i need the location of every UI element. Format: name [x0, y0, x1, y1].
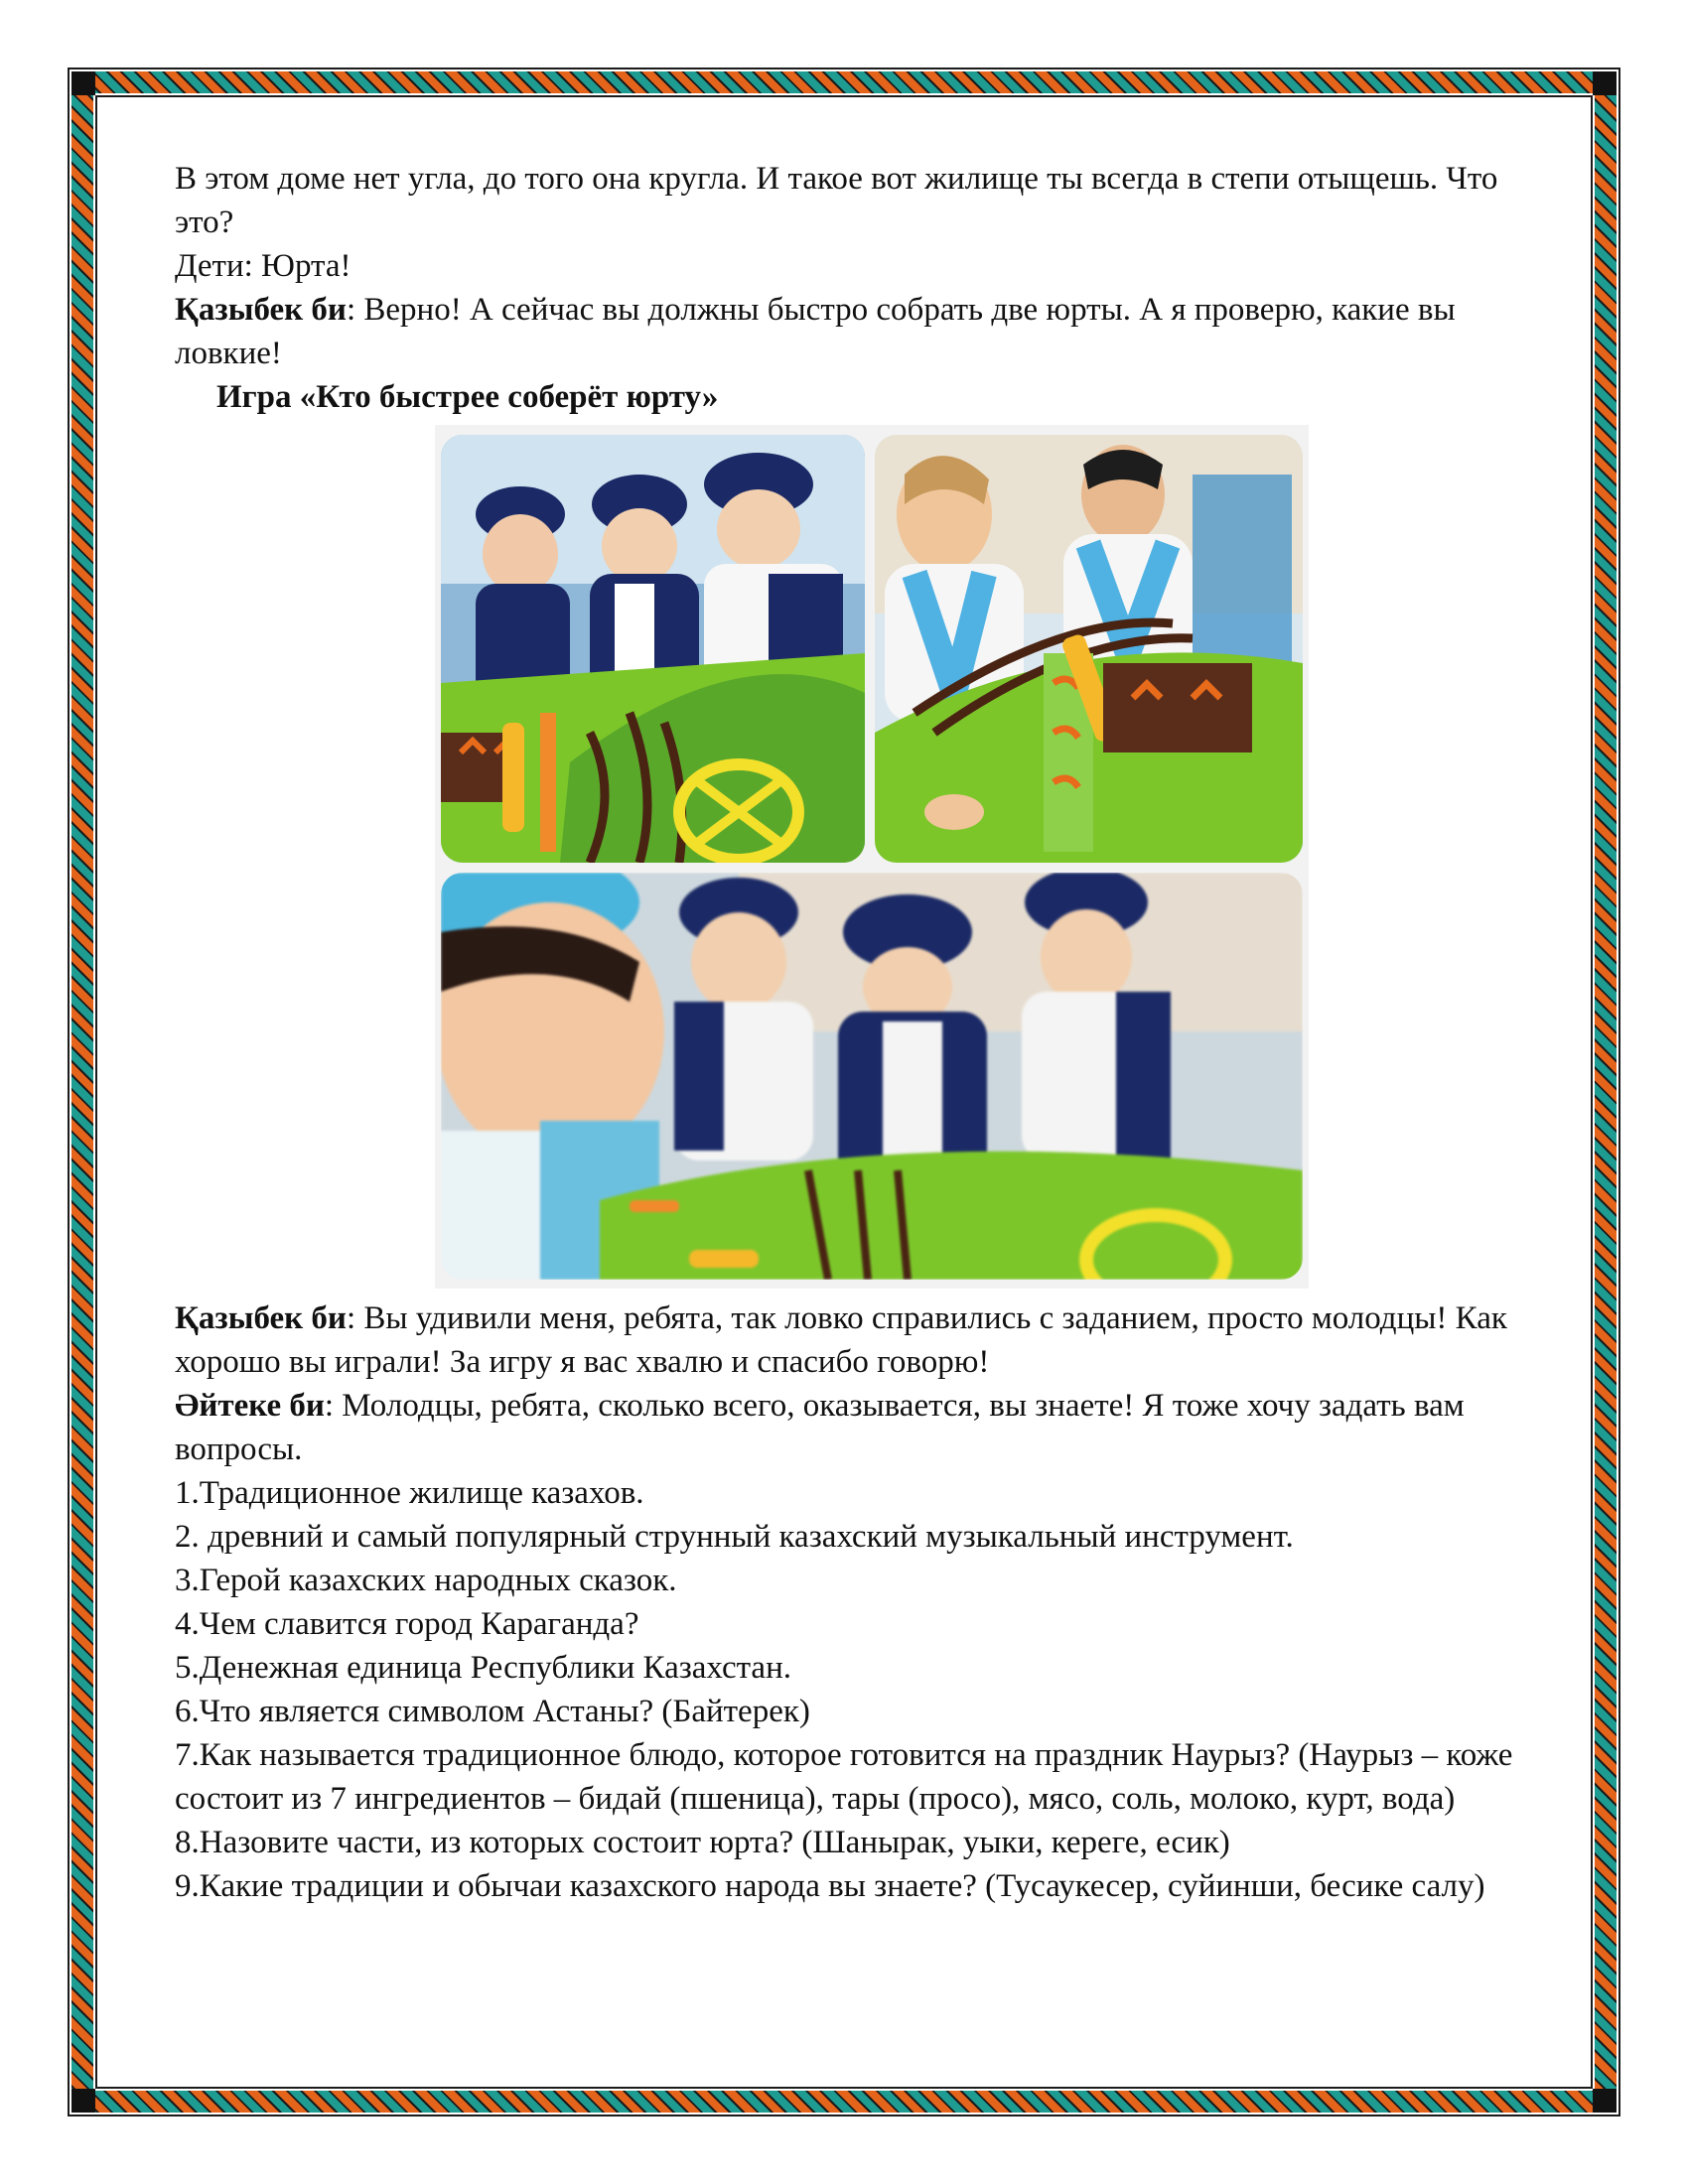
question-item: 7.Как называется традиционное блюдо, которое готовится на праздник Наурыз? (Наурыз – коже состоит из 7 ингредиентов – бидай (пшеница), тары (просо), мясо, соль, молоко, курт, вода) — [175, 1737, 1513, 1817]
dialogue-line — [175, 288, 1525, 375]
photo-collage — [435, 425, 1309, 1289]
speaker-name: Қазыбек би — [175, 1300, 347, 1336]
photo-children-building-yurt-2 — [875, 435, 1303, 863]
question-item: 8.Назовите части, из которых состоит юрта? (Шанырак, уыки, кереге, есик) — [175, 1825, 1230, 1860]
photo-children-building-yurt-3 — [441, 873, 1303, 1280]
question-item: 2. древний и самый популярный струнный казахский музыкальный инструмент. — [175, 1519, 1294, 1555]
frame-corner — [71, 71, 95, 95]
question-item: 6.Что является символом Астаны? (Байтерек) — [175, 1694, 810, 1729]
frame-corner — [1593, 2089, 1617, 2113]
document-body — [175, 157, 1525, 1908]
dialogue-line — [175, 1297, 1525, 1384]
game-title: Игра «Кто быстрее соберёт юрту» — [216, 379, 719, 415]
question-item: 3.Герой казахских народных сказок. — [175, 1563, 677, 1598]
frame-corner — [71, 2089, 95, 2113]
question-item: 1.Традиционное жилище казахов. — [175, 1475, 644, 1511]
speaker-line: : Вы удивили меня, ребята, так ловко справились с заданием, просто молодцы! Как хорошо вы играли! За игру я вас хвалю и спасибо говорю! — [175, 1300, 1507, 1380]
speaker-line: : Молодцы, ребята, сколько всего, оказывается, вы знаете! Я тоже хочу задать вам вопросы. — [175, 1388, 1465, 1467]
photo-children-building-yurt-1 — [441, 435, 865, 863]
question-item: 5.Денежная единица Республики Казахстан. — [175, 1650, 791, 1686]
speaker-line: : Верно! А сейчас вы должны быстро собрать две юрты. А я проверю, какие вы ловкие! — [175, 292, 1456, 371]
question-item: 4.Чем славится город Караганда? — [175, 1606, 639, 1642]
question-list — [175, 1471, 1525, 1908]
speaker-name: Қазыбек би — [175, 292, 347, 328]
children-answer: Дети: Юрта! — [175, 248, 352, 284]
dialogue-line — [175, 1384, 1525, 1471]
question-item: 9.Какие традиции и обычаи казахского народа вы знаете? (Тусаукесер, суйинши, бесике салу) — [175, 1868, 1485, 1904]
riddle-text: В этом доме нет угла, до того она кругла. И такое вот жилище ты всегда в степи отыщешь. Что это? — [175, 161, 1498, 240]
speaker-name: Әйтеке би — [175, 1388, 325, 1424]
frame-corner — [1593, 71, 1617, 95]
